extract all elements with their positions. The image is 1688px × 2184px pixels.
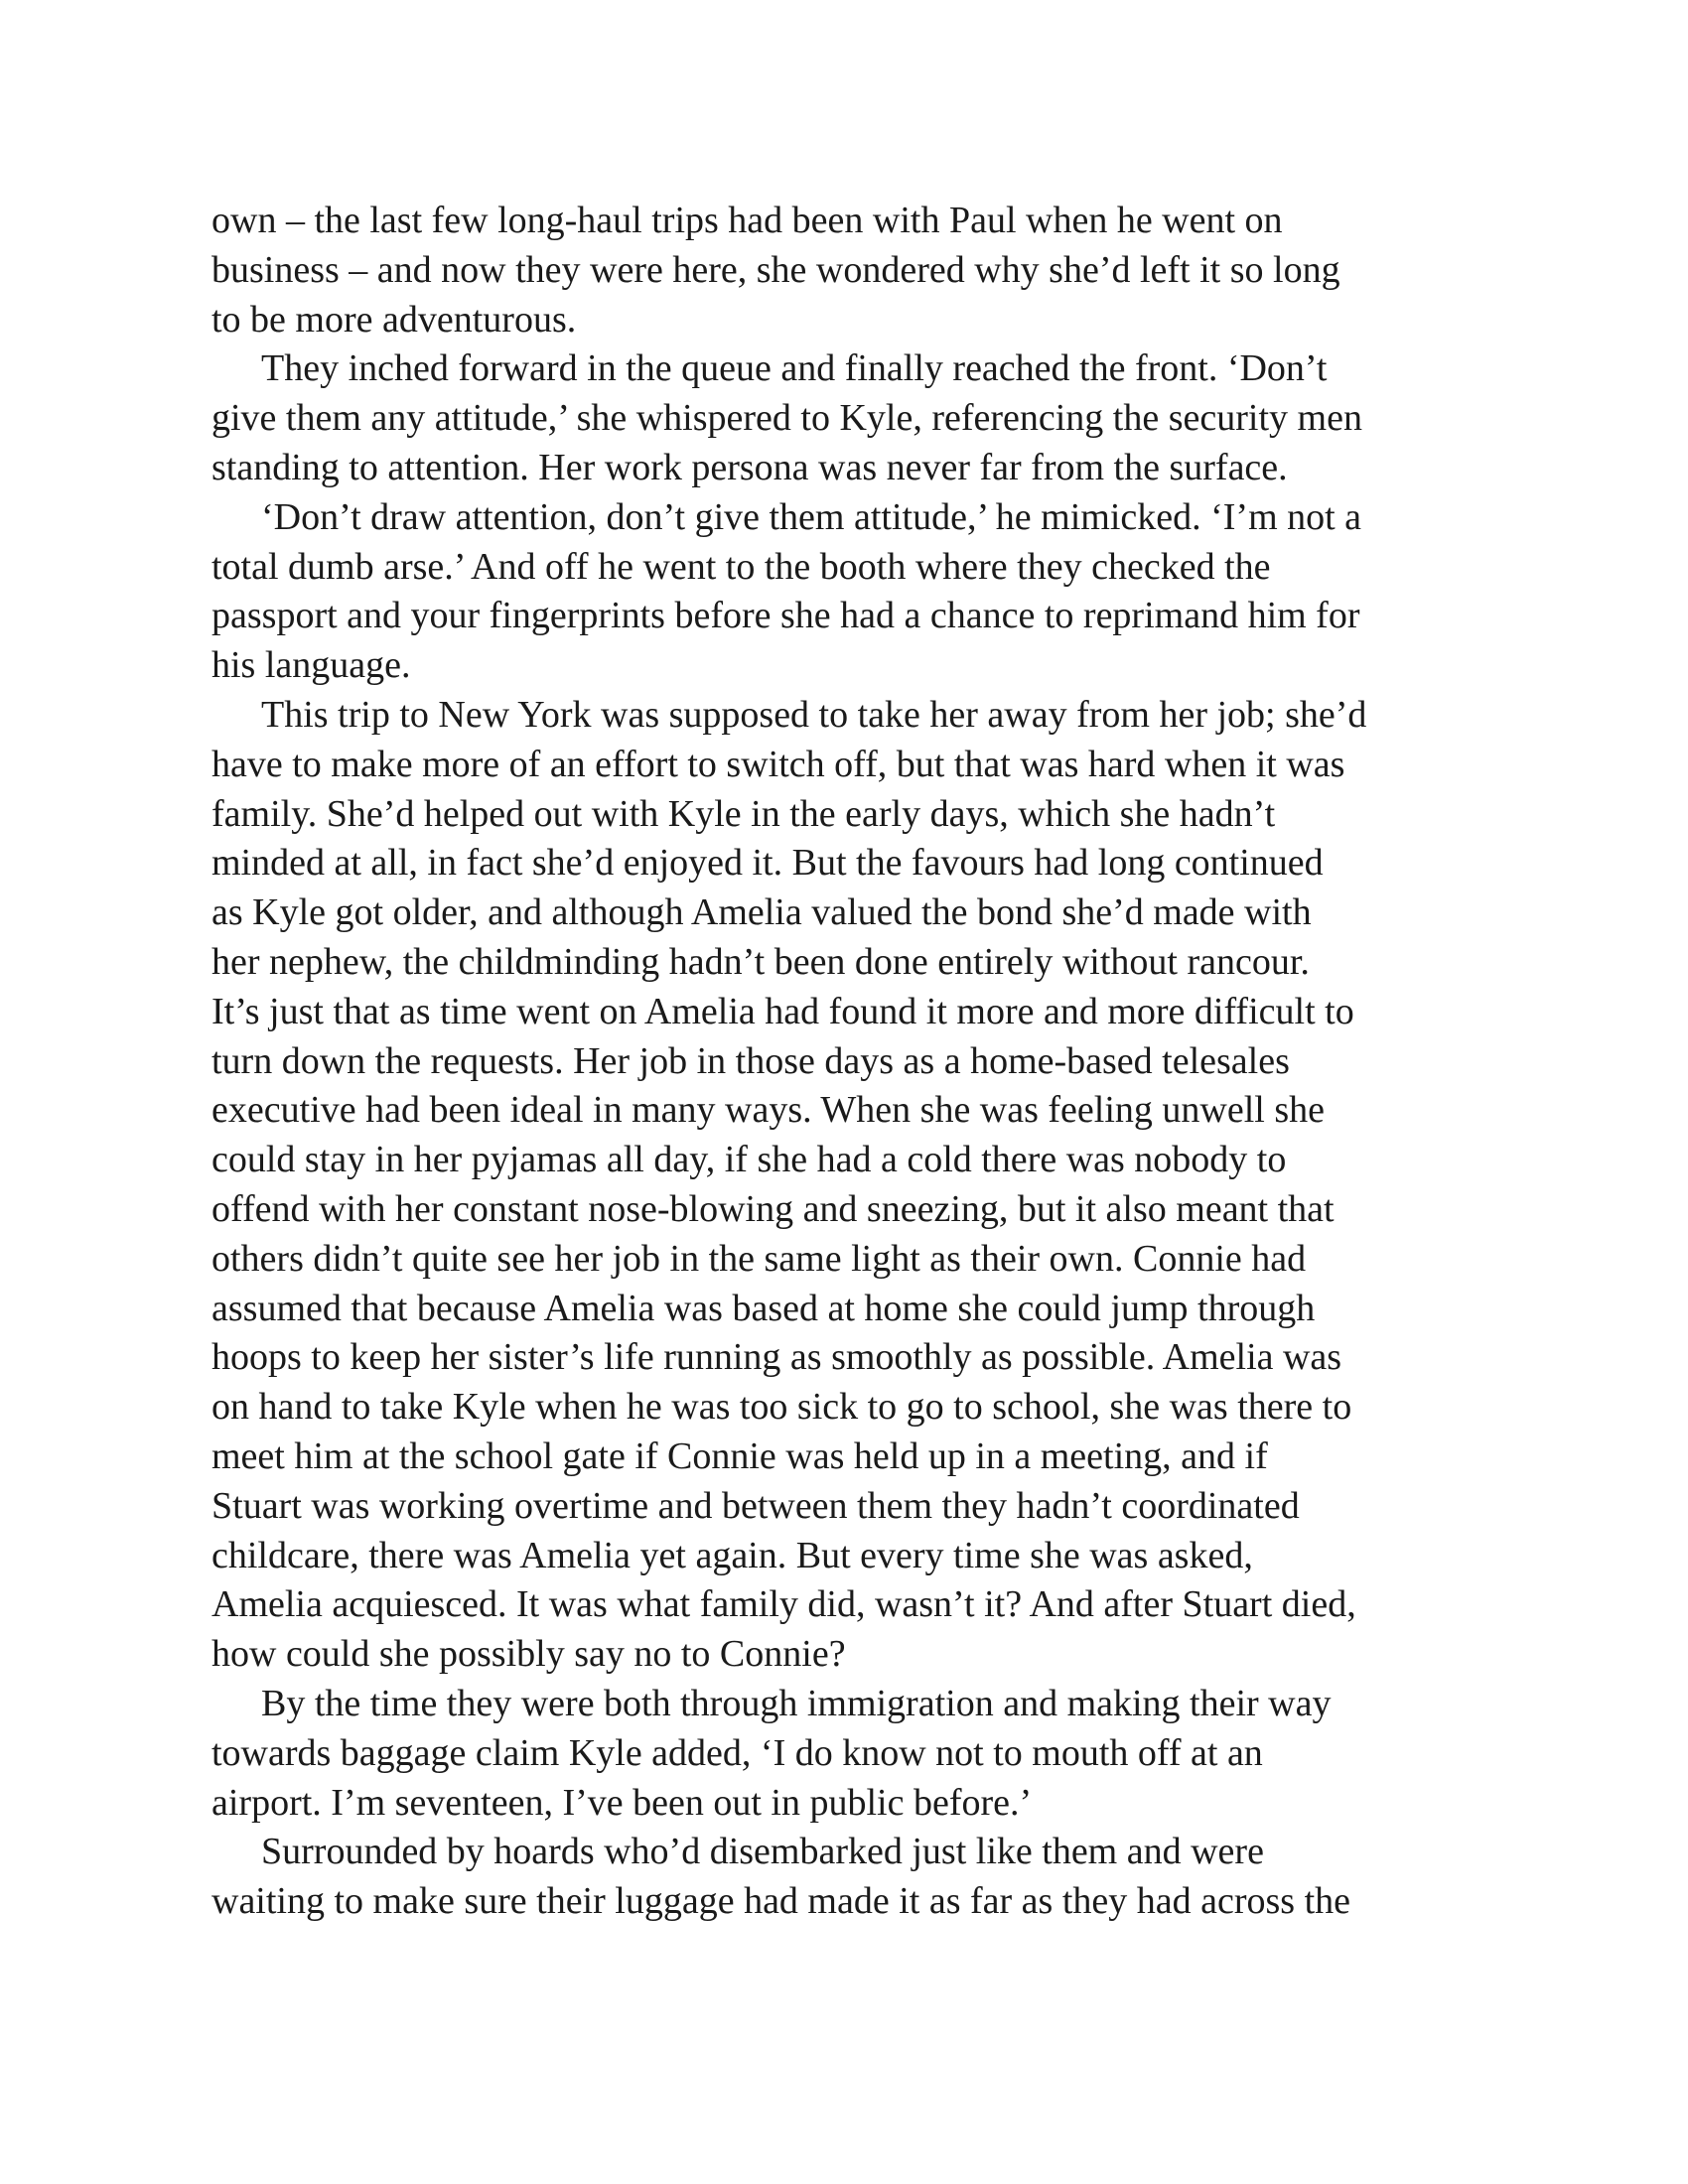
- text-line: assumed that because Amelia was based at home she could jump through: [211, 1287, 1316, 1329]
- text-line: family. She’d helped out with Kyle in the early days, which she hadn’t: [211, 792, 1276, 835]
- text-line: This trip to New York was supposed to take her away from her job; she’d: [261, 693, 1367, 736]
- text-line: standing to attention. Her work persona was never far from the surface.: [211, 446, 1288, 488]
- text-line: By the time they were both through immigration and making their way: [261, 1682, 1332, 1724]
- text-line: minded at all, in fact she’d enjoyed it. But the favours had long continued: [211, 842, 1324, 885]
- text-line: offend with her constant nose-blowing and sneezing, but it also meant that: [211, 1187, 1335, 1230]
- text-line: business – and now they were here, she wondered why she’d left it so long: [211, 248, 1340, 291]
- text-line: meet him at the school gate if Connie was held up in a meeting, and if: [211, 1434, 1268, 1477]
- text-line: on hand to take Kyle when he was too sick to go to school, she was there to: [211, 1386, 1352, 1429]
- text-line: ‘Don’t draw attention, don’t give them attitude,’ he mimicked. ‘I’m not a: [261, 495, 1362, 538]
- text-line: could stay in her pyjamas all day, if she had a cold there was nobody to: [211, 1139, 1287, 1181]
- text-line: towards baggage claim Kyle added, ‘I do know not to mouth off at an: [211, 1731, 1263, 1774]
- text-line: It’s just that as time went on Amelia had found it more and more difficult to: [211, 990, 1354, 1032]
- text-line: hoops to keep her sister’s life running as smoothly as possible. Amelia was: [211, 1336, 1342, 1379]
- text-line: They inched forward in the queue and finally reached the front. ‘Don’t: [261, 347, 1328, 390]
- text-line: executive had been ideal in many ways. When she was feeling unwell she: [211, 1089, 1325, 1132]
- body-text: [211, 197, 1502, 1927]
- text-line: turn down the requests. Her job in those days as a home-based telesales: [211, 1039, 1290, 1082]
- text-line: have to make more of an effort to switch off, but that was hard when it was: [211, 743, 1345, 785]
- text-line: give them any attitude,’ she whispered to Kyle, referencing the security men: [211, 397, 1362, 440]
- text-line: Surrounded by hoards who’d disembarked just like them and were: [261, 1831, 1264, 1873]
- text-line: her nephew, the childminding hadn’t been done entirely without rancour.: [211, 940, 1310, 983]
- text-line: total dumb arse.’ And off he went to the booth where they checked the: [211, 545, 1271, 588]
- text-line: Amelia acquiesced. It was what family did, wasn’t it? And after Stuart died,: [211, 1583, 1356, 1626]
- text-line: as Kyle got older, and although Amelia valued the bond she’d made with: [211, 891, 1312, 934]
- text-line: passport and your fingerprints before she had a chance to reprimand him for: [211, 595, 1360, 637]
- text-line: his language.: [211, 644, 411, 687]
- text-line: how could she possibly say no to Connie?: [211, 1633, 846, 1676]
- text-line: own – the last few long-haul trips had been with Paul when he went on: [211, 200, 1283, 241]
- text-line: airport. I’m seventeen, I’ve been out in public before.’: [211, 1781, 1033, 1824]
- text-line: waiting to make sure their luggage had made it as far as they had across the: [211, 1880, 1350, 1923]
- text-line: others didn’t quite see her job in the same light as their own. Connie had: [211, 1237, 1307, 1280]
- text-line: childcare, there was Amelia yet again. But every time she was asked,: [211, 1534, 1253, 1576]
- text-line: Stuart was working overtime and between them they hadn’t coordinated: [211, 1484, 1300, 1527]
- text-line: to be more adventurous.: [211, 298, 577, 341]
